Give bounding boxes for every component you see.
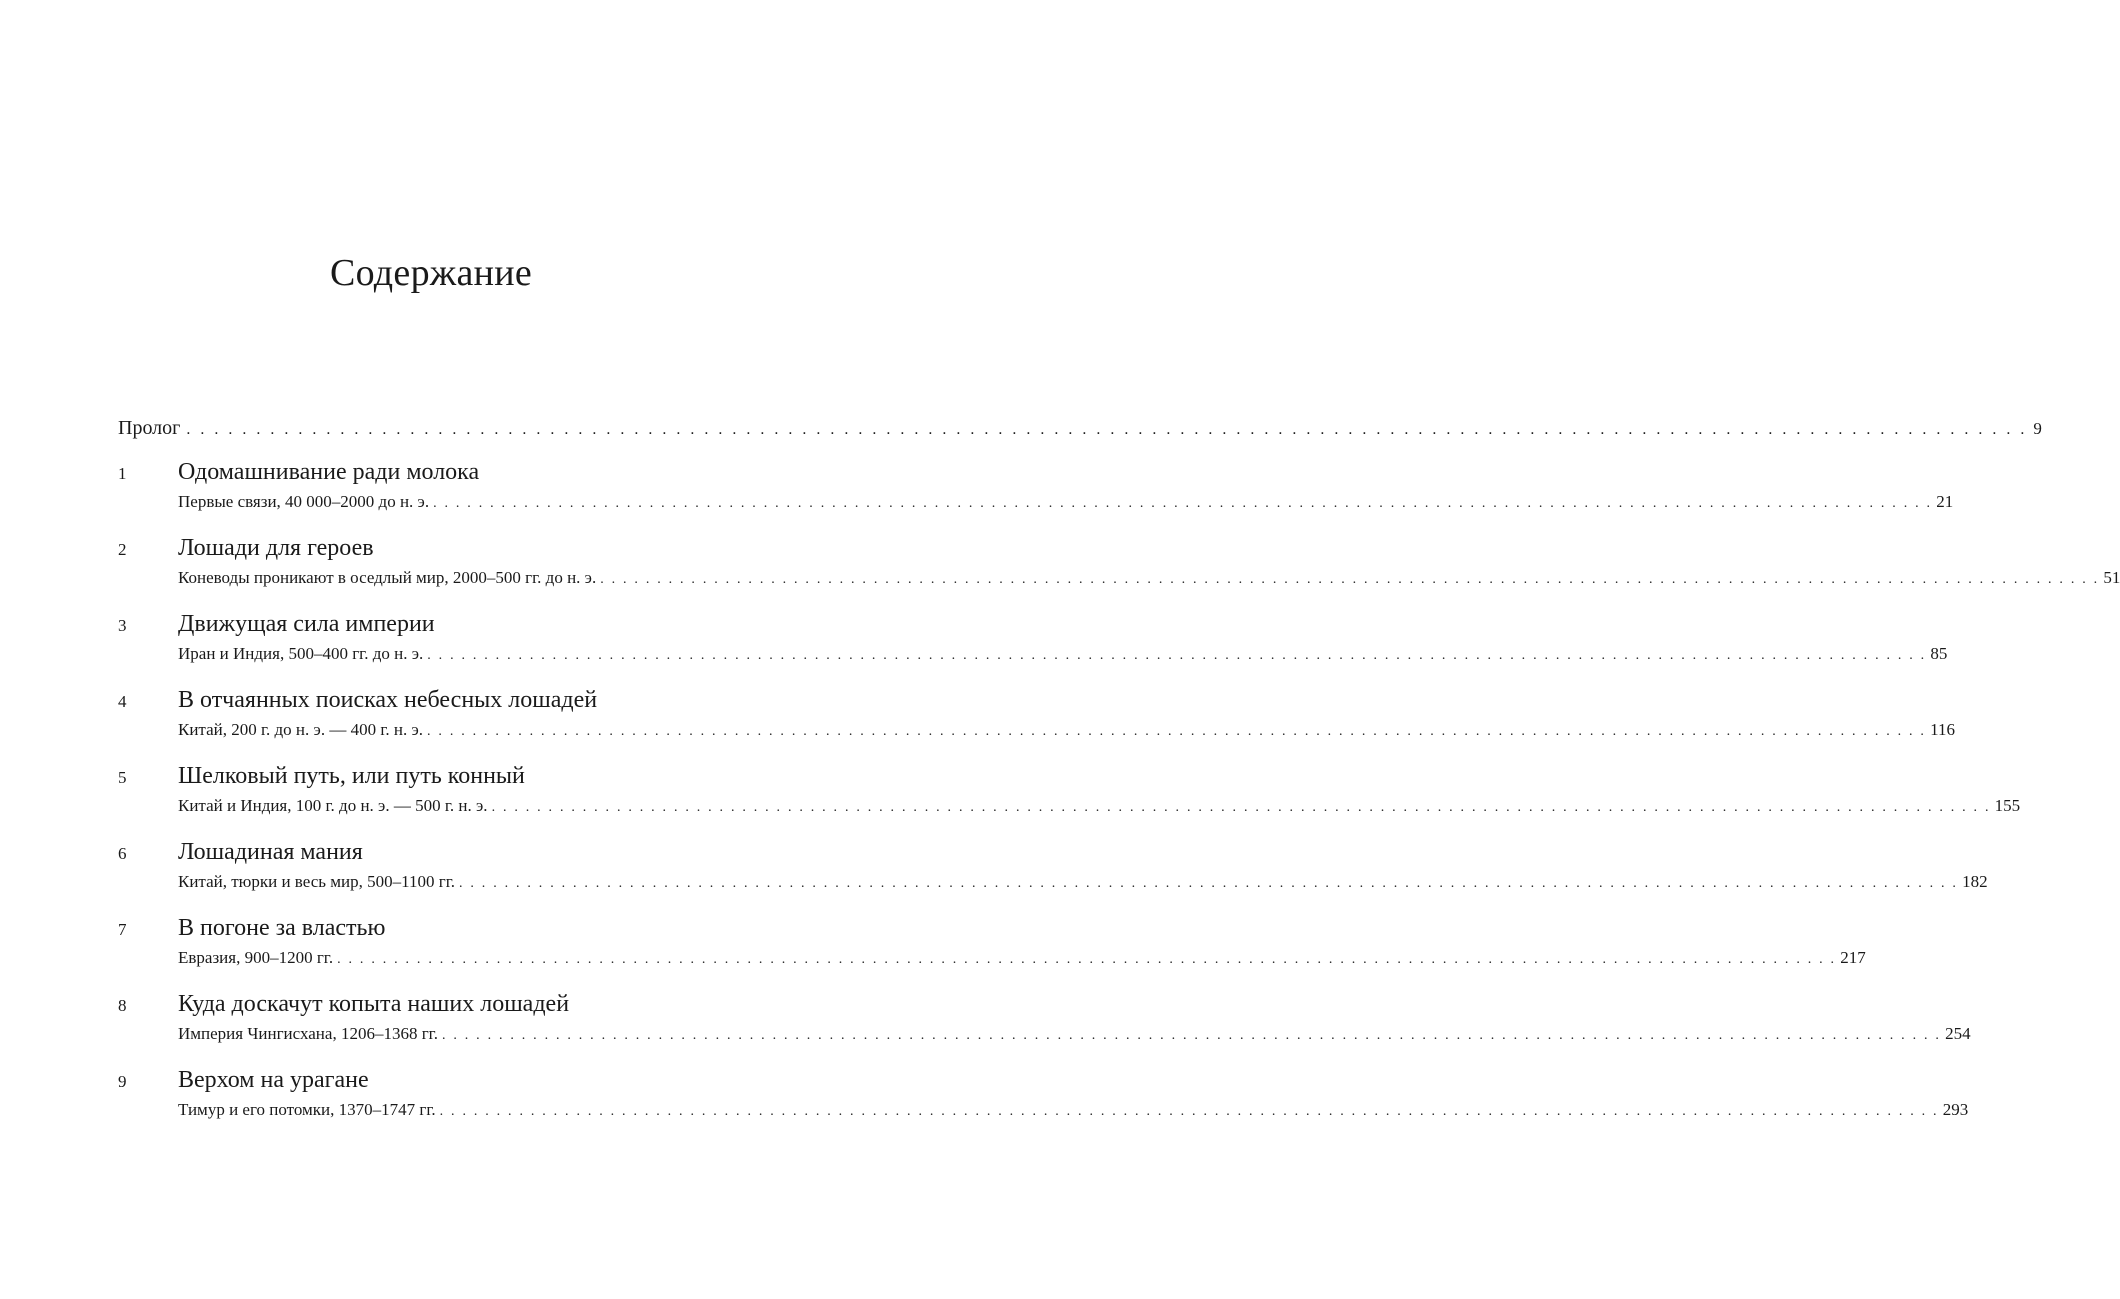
chapter-title: В погоне за властью (178, 915, 386, 941)
chapter-number: 4 (118, 692, 127, 711)
chapter-title: Шелковый путь, или путь конный (178, 763, 525, 789)
prologue-page-number: 9 (2033, 419, 2042, 438)
dot-leader (442, 1023, 1941, 1049)
chapter-page-number: 182 (1962, 872, 1988, 891)
dot-leader (459, 871, 1958, 897)
dot-leader (600, 567, 2099, 593)
dot-leader (337, 947, 1836, 973)
dot-leader (186, 414, 2027, 446)
page-title: Содержание (329, 252, 533, 294)
chapter-subtitle-row (178, 945, 1866, 973)
chapter-subtitle-row (178, 717, 1955, 745)
toc-entry-chapter-2[interactable] (118, 532, 2120, 608)
chapter-subtitle-row (178, 1021, 1971, 1049)
toc-entry-chapter-7[interactable] (118, 912, 1866, 988)
chapter-subtitle-row (178, 1097, 1969, 1125)
chapter-number: 8 (118, 996, 127, 1015)
chapter-title: Одомашнивание ради молока (178, 459, 480, 485)
chapter-page-number: 254 (1945, 1024, 1971, 1043)
chapter-number: 1 (118, 464, 127, 483)
chapter-subtitle: Коневоды проникают в оседлый мир, 2000–500 гг. до н. э. (178, 568, 597, 587)
chapter-page-number: 217 (1840, 948, 1866, 967)
dot-leader (492, 795, 1991, 821)
chapter-title: Движущая сила империи (178, 611, 435, 637)
dot-leader (433, 491, 1932, 517)
dot-leader (427, 643, 1926, 669)
chapter-subtitle-row (178, 869, 1988, 897)
toc-entry-chapter-5[interactable] (118, 760, 2021, 836)
chapter-number: 9 (118, 1072, 127, 1091)
chapter-page-number: 293 (1942, 1100, 1969, 1119)
chapter-page-number: 21 (1936, 492, 1954, 511)
chapter-subtitle: Тимур и его потомки, 1370–1747 гг. (178, 1100, 436, 1119)
table-of-contents (118, 412, 2120, 1119)
chapter-page-number: 51 (2103, 568, 2120, 587)
chapter-number: 5 (118, 768, 127, 787)
prologue-label: Пролог (118, 417, 181, 439)
chapter-number: 7 (118, 920, 127, 939)
chapter-list (118, 456, 2120, 1140)
chapter-subtitle: Первые связи, 40 000–2000 до н. э. (178, 492, 430, 511)
dot-leader (427, 719, 1926, 745)
toc-entry-prologue[interactable] (118, 412, 2042, 444)
chapter-subtitle-row (178, 641, 1948, 669)
chapter-subtitle: Евразия, 900–1200 гг. (178, 948, 334, 967)
chapter-subtitle: Иран и Индия, 500–400 гг. до н. э. (178, 644, 424, 663)
toc-entry-chapter-1[interactable] (118, 456, 1954, 532)
toc-entry-chapter-3[interactable] (118, 608, 1948, 684)
chapter-subtitle: Китай, 200 г. до н. э. — 400 г. н. э. (178, 720, 424, 739)
chapter-subtitle-row (178, 793, 2021, 821)
chapter-title: Куда доскачут копыта наших лошадей (178, 991, 570, 1017)
chapter-title: Лошадиная мания (178, 839, 363, 865)
chapter-subtitle: Китай и Индия, 100 г. до н. э. — 500 г. н. э. (178, 796, 488, 815)
chapter-title: Верхом на урагане (178, 1067, 369, 1093)
chapter-page-number: 155 (1994, 796, 2021, 815)
chapter-subtitle: Империя Чингисхана, 1206–1368 гг. (178, 1024, 438, 1043)
chapter-subtitle-row (178, 489, 1954, 517)
toc-entry-chapter-4[interactable] (118, 684, 1955, 760)
chapter-subtitle: Китай, тюрки и весь мир, 500–1100 гг. (178, 872, 455, 891)
chapter-number: 3 (118, 616, 127, 635)
chapter-title: В отчаянных поисках небесных лошадей (178, 687, 598, 713)
chapter-subtitle-row (178, 565, 2120, 593)
toc-entry-chapter-9[interactable] (118, 1064, 1969, 1140)
chapter-number: 2 (118, 540, 127, 559)
chapter-number: 6 (118, 844, 127, 863)
chapter-page-number: 116 (1930, 720, 1955, 739)
chapter-title: Лошади для героев (178, 535, 374, 561)
toc-entry-chapter-6[interactable] (118, 836, 1988, 912)
chapter-page-number: 85 (1930, 644, 1948, 663)
toc-entry-chapter-8[interactable] (118, 988, 1971, 1064)
dot-leader (440, 1099, 1939, 1125)
